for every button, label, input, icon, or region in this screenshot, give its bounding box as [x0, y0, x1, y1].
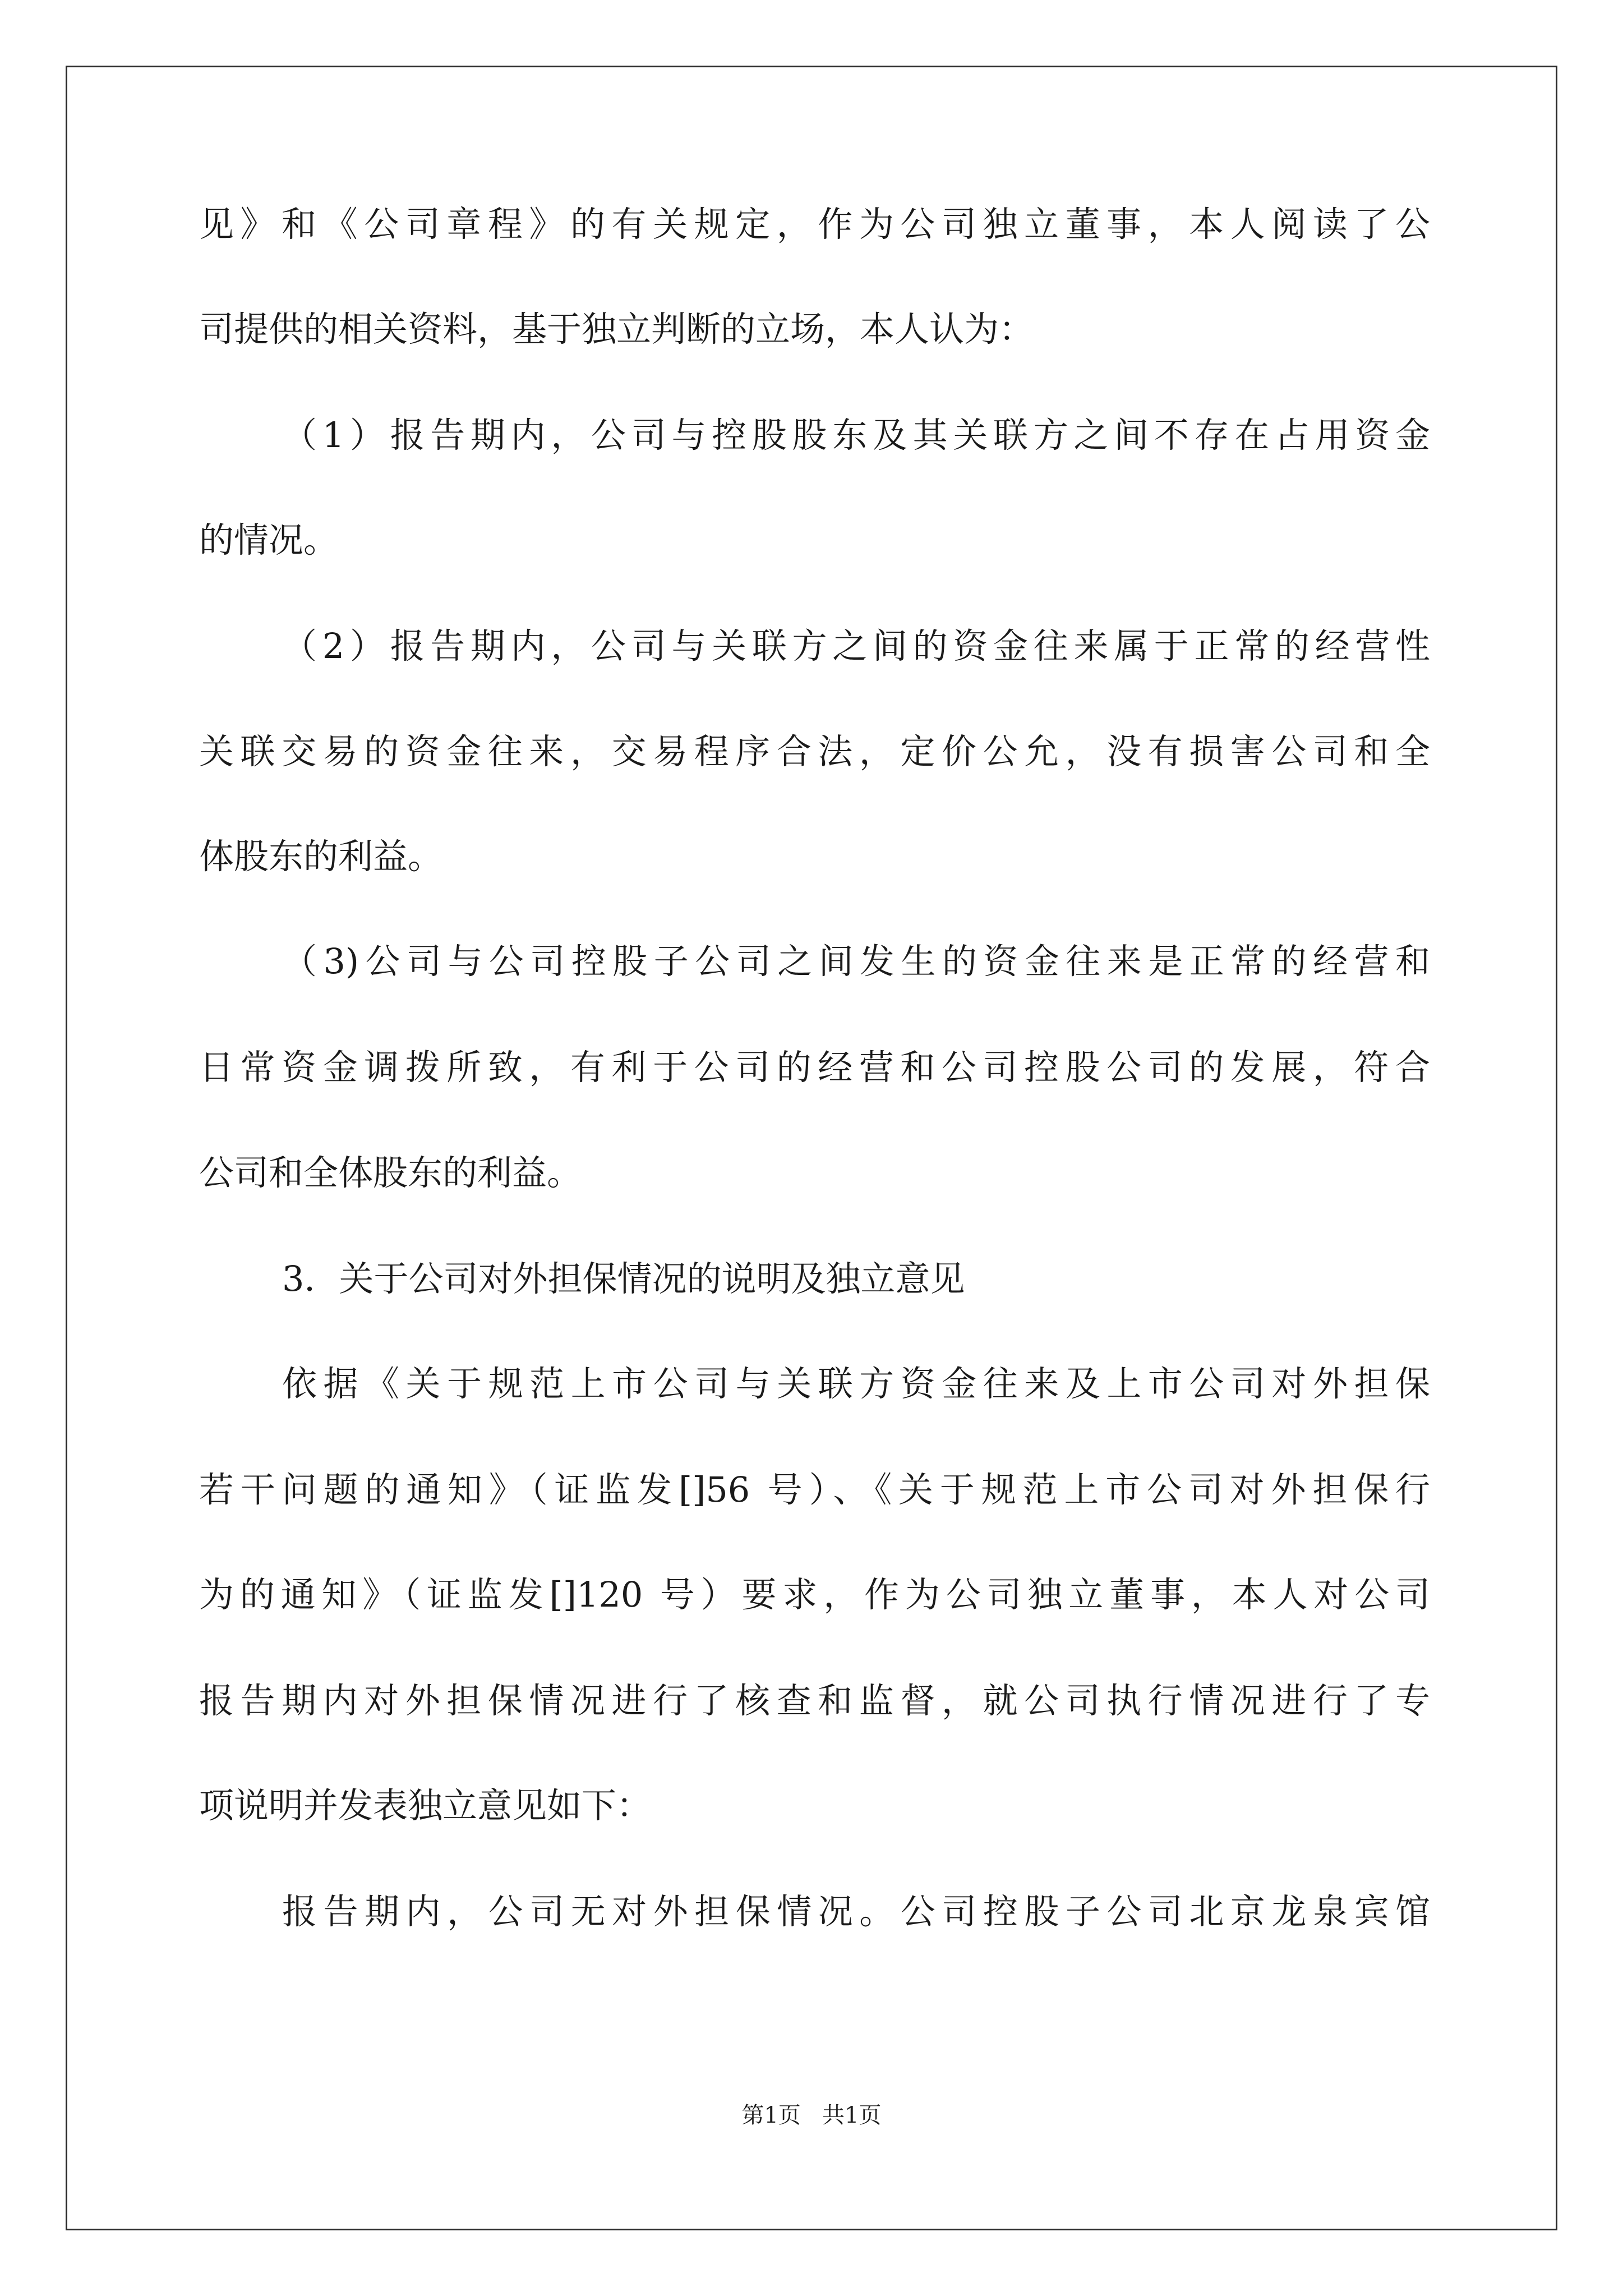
text-line: 为的通知》（证监发[]120 号）要求，作为公司独立董事，本人对公司 [199, 1574, 1430, 1615]
text-line: 若干问题的通知》（证监发[]56 号）、《关于规范上市公司对外担保行 [199, 1469, 1430, 1510]
page-footer: 第1页 共1页 [741, 2102, 882, 2128]
text-line: （2）报告期内，公司与关联方之间的资金往来属于正常的经营性 [282, 625, 1430, 666]
text-line: （1）报告期内，公司与控股股东及其关联方之间不存在占用资金 [282, 415, 1430, 455]
section-heading: 3．关于公司对外担保情况的说明及独立意见 [282, 1258, 965, 1299]
text-line: 报告期内，公司无对外担保情况。公司控股子公司北京龙泉宾馆 [282, 1891, 1430, 1932]
text-line: 体股东的利益。 [199, 836, 443, 877]
text-line: 见》和《公司章程》的有关规定，作为公司独立董事，本人阅读了公 [199, 204, 1430, 245]
text-line: 项说明并发表独立意见如下： [199, 1785, 652, 1826]
text-line: 的情况。 [199, 519, 339, 560]
text-line: 关联交易的资金往来，交易程序合法，定价公允，没有损害公司和全 [199, 731, 1430, 772]
text-line: （3)公司与公司控股子公司之间发生的资金往来是正常的经营和 [282, 941, 1430, 982]
text-line: 公司和全体股东的利益。 [199, 1152, 582, 1193]
text-line: 报告期内对外担保情况进行了核查和监督，就公司执行情况进行了专 [199, 1680, 1430, 1721]
text-line: 司提供的相关资料，基于独立判断的立场，本人认为： [199, 309, 1034, 349]
text-line: 日常资金调拨所致，有利于公司的经营和公司控股公司的发展，符合 [199, 1047, 1430, 1088]
text-line: 依据《关于规范上市公司与关联方资金往来及上市公司对外担保 [282, 1363, 1430, 1404]
